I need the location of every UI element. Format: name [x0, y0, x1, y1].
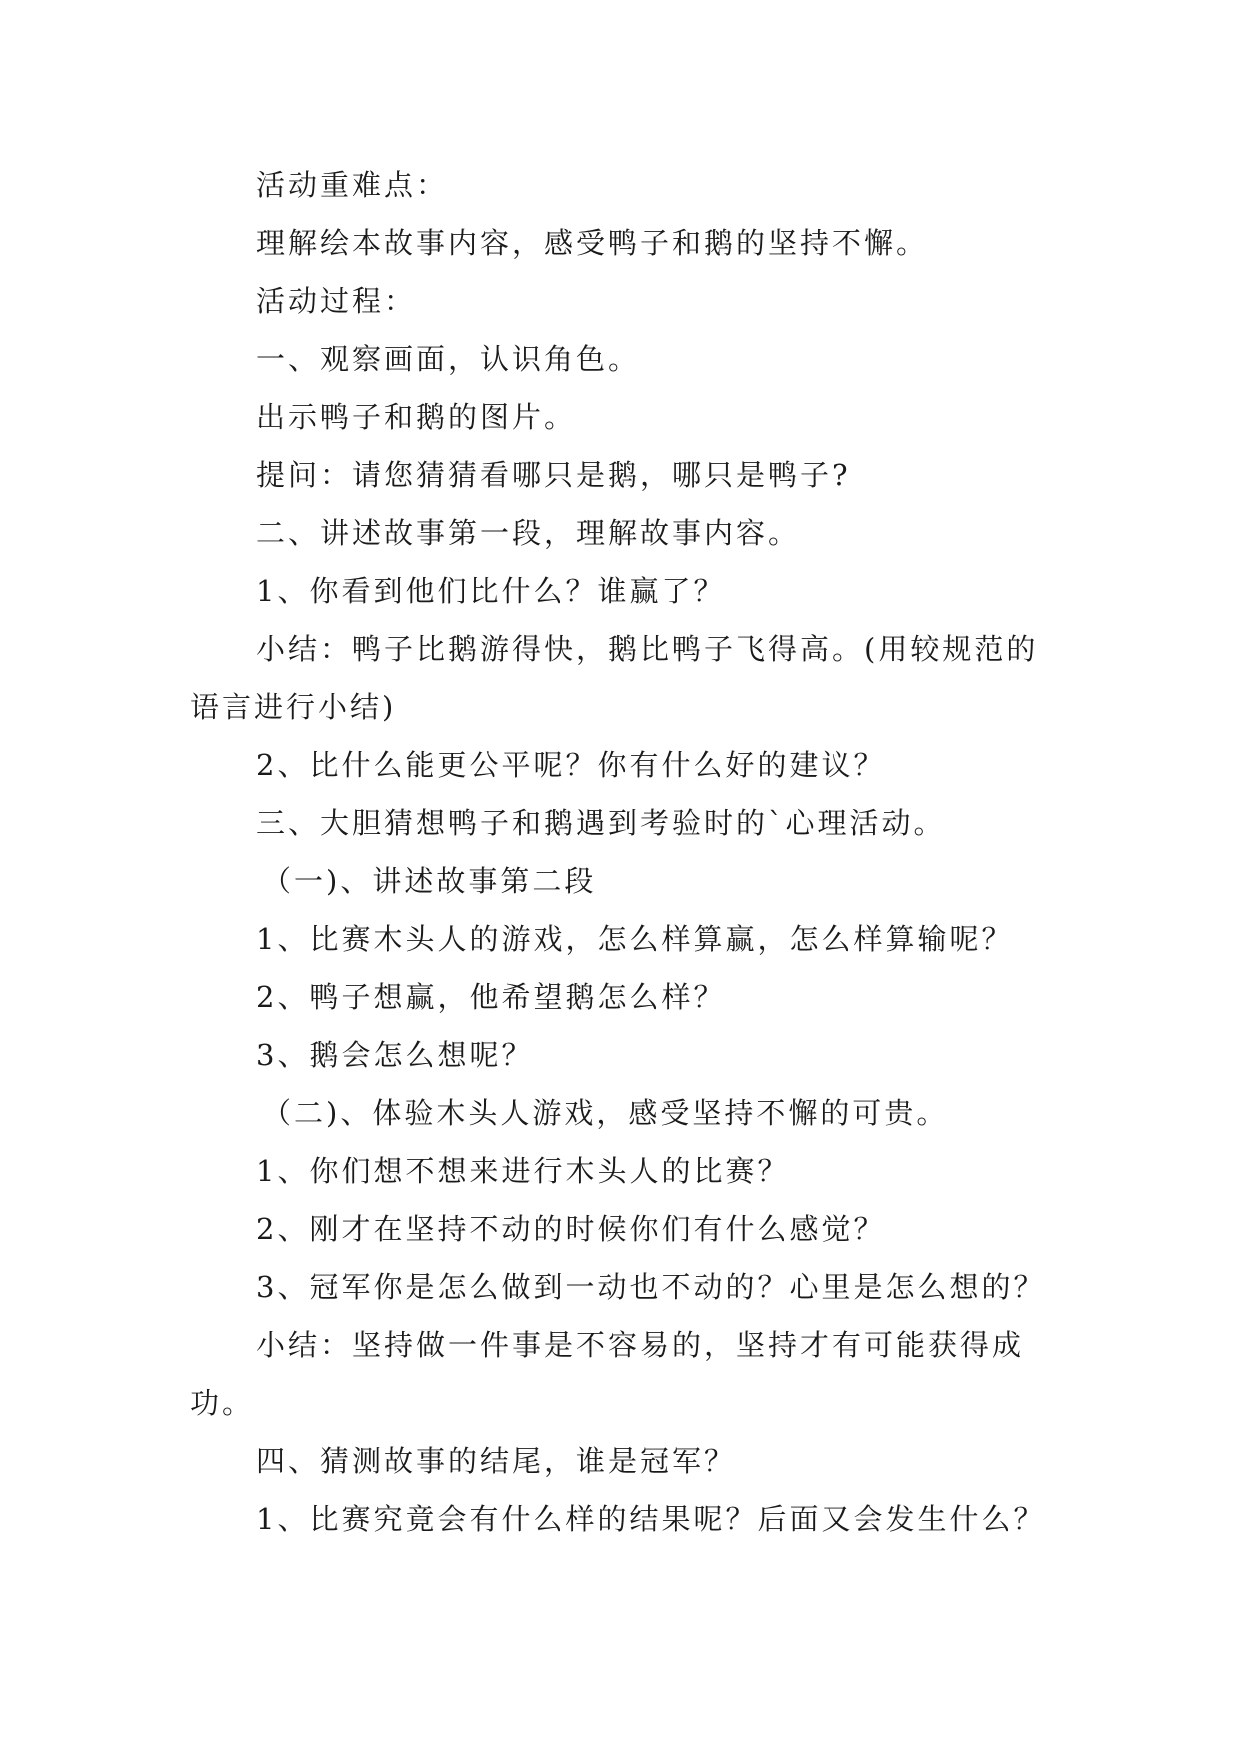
paragraph-key-points: 理解绘本故事内容，感受鸭子和鹅的坚持不懈。 [256, 226, 929, 260]
paragraph: 1、比赛究竟会有什么样的结果呢？后面又会发生什么？ [256, 1502, 1046, 1536]
paragraph-key-points-heading: 活动重难点： [256, 168, 449, 202]
document-body [190, 156, 1060, 1548]
paragraph-process-heading: 活动过程： [256, 284, 417, 318]
paragraph-section-two: 二、讲述故事第一段，理解故事内容。 [256, 516, 801, 550]
paragraph-subsection-one: （一)、讲述故事第二段 [262, 864, 597, 898]
paragraph: 2、比什么能更公平呢？你有什么好的建议？ [256, 748, 886, 782]
paragraph: 3、冠军你是怎么做到一动也不动的？心里是怎么想的？ [256, 1270, 1046, 1304]
paragraph: 出示鸭子和鹅的图片。 [256, 400, 577, 434]
paragraph: 1、你看到他们比什么？谁赢了？ [256, 574, 726, 608]
paragraph: 2、刚才在坚持不动的时候你们有什么感觉？ [256, 1212, 886, 1246]
paragraph: 提问：请您猜猜看哪只是鹅，哪只是鸭子? [256, 458, 851, 492]
paragraph: 1、你们想不想来进行木头人的比赛？ [256, 1154, 790, 1188]
paragraph: 1、比赛木头人的游戏，怎么样算赢，怎么样算输呢？ [256, 922, 1014, 956]
paragraph-subsection-two: （二)、体验木头人游戏，感受坚持不懈的可贵。 [262, 1096, 949, 1130]
paragraph-section-four: 四、猜测故事的结尾，谁是冠军？ [256, 1444, 737, 1478]
paragraph: 3、鹅会怎么想呢？ [256, 1038, 534, 1072]
paragraph-summary: 小结：鸭子比鹅游得快，鹅比鸭子飞得高。(用较规范的语言进行小结) [190, 632, 1039, 724]
paragraph: 2、鸭子想赢，他希望鹅怎么样？ [256, 980, 726, 1014]
paragraph-summary: 小结：坚持做一件事是不容易的，坚持才有可能获得成功。 [190, 1328, 1025, 1420]
paragraph-section-three: 三、大胆猜想鸭子和鹅遇到考验时的`心理活动。 [256, 806, 946, 840]
paragraph-section-one: 一、观察画面，认识角色。 [256, 342, 641, 376]
